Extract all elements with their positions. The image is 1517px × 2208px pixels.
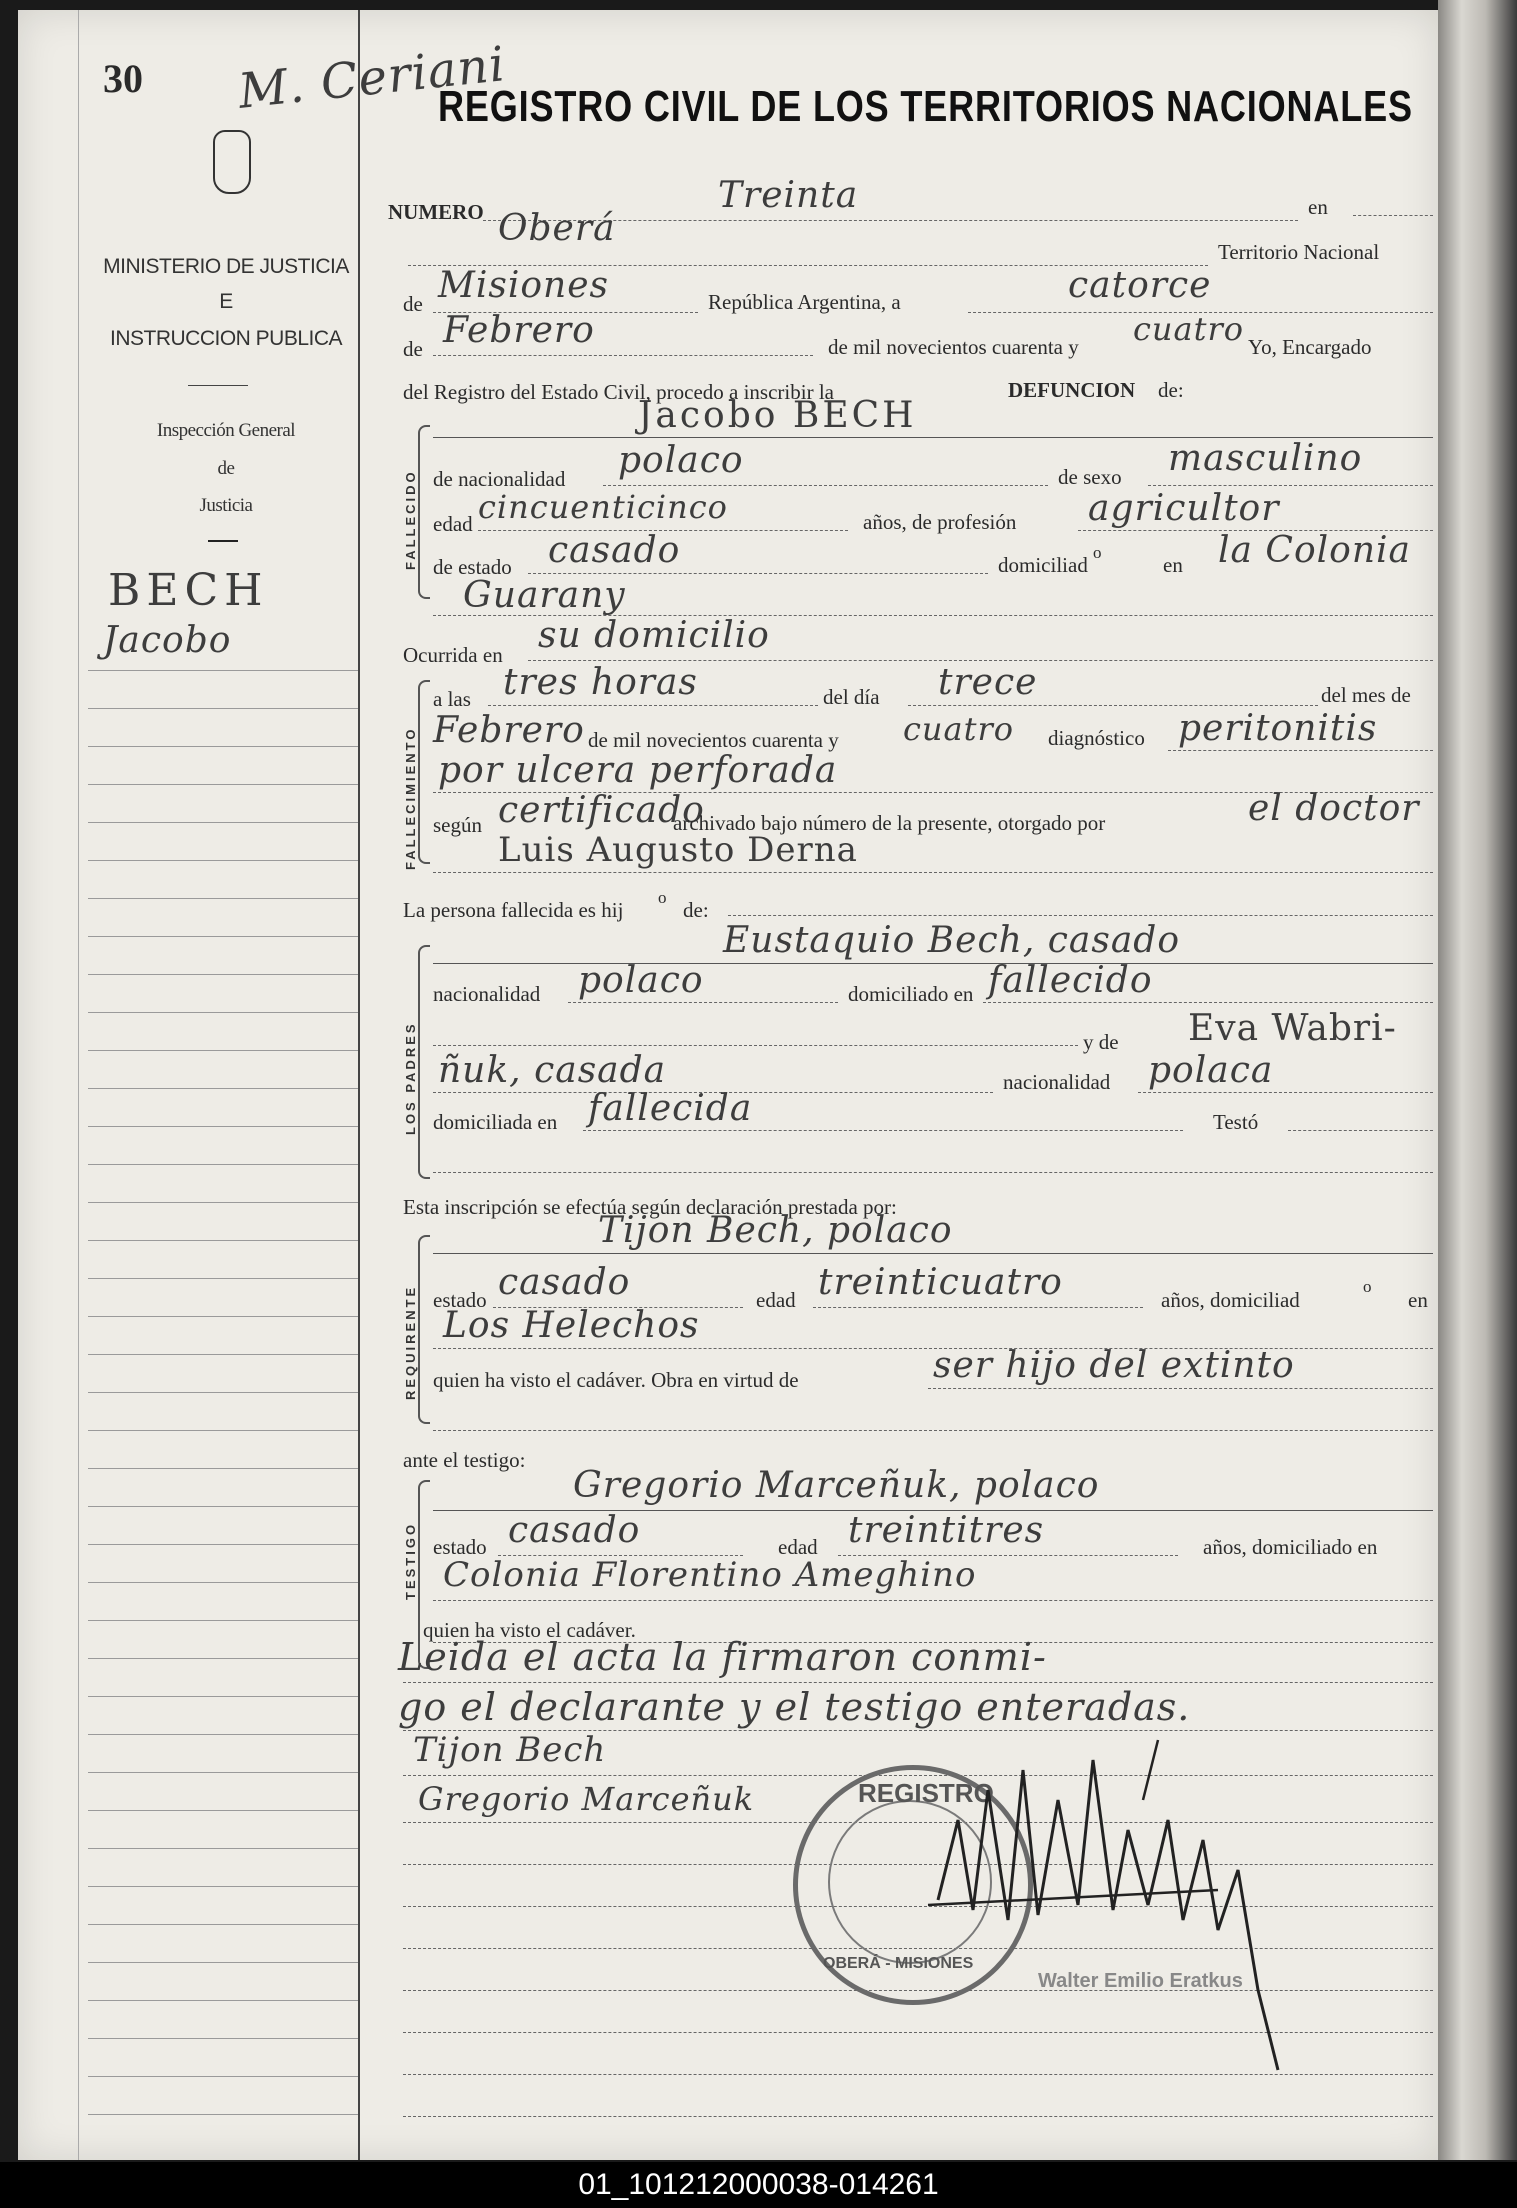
testo-label: Testó [1213, 1110, 1259, 1134]
territorio-label: Territorio Nacional [1218, 240, 1380, 264]
domiciliado-en-label: domiciliado en [848, 982, 974, 1006]
padres-side-label: LOS PADRES [403, 1021, 418, 1135]
margin-rule [88, 936, 358, 937]
margin-rule [88, 746, 358, 747]
en-label-2: en [1163, 553, 1183, 577]
padre-dom-value: fallecido [988, 960, 1153, 1001]
margin-rule [88, 1202, 358, 1203]
domiciliado-suffix: o [1093, 543, 1102, 562]
margin-rule [88, 1164, 358, 1165]
register-page [18, 10, 1438, 2160]
sexo-label: de sexo [1058, 465, 1122, 489]
otorgado-value: el doctor [1248, 788, 1420, 829]
madre-nac-line [1138, 1092, 1433, 1093]
decl-dom-value: Los Helechos [443, 1305, 700, 1346]
doctor-value: Luis Augusto Derna [498, 830, 858, 870]
seal-bottom-text: OBERÁ - MISIONES [823, 1955, 974, 1972]
firma-testigo: Gregorio Marceñuk [418, 1780, 755, 1818]
fallecido-side-label: FALLECIDO [403, 469, 418, 570]
dia-muerte-value: trece [938, 662, 1038, 703]
margin-rule [88, 670, 358, 671]
fallecimiento-brace [418, 680, 430, 864]
diagnostico-value: peritonitis [1178, 708, 1378, 749]
de-colon-label: de: [683, 898, 709, 922]
diagnostico-label: diagnóstico [1048, 726, 1145, 750]
decl-estado-value: casado [498, 1262, 631, 1303]
inspection-line-2: de [217, 458, 235, 479]
numero-label: NUMERO [388, 200, 484, 224]
requirente-end-line [433, 1430, 1433, 1431]
madre-dom-line [583, 1130, 1183, 1131]
del-mes-label: del mes de [1321, 683, 1411, 707]
nacionalidad2-label: nacionalidad [433, 982, 541, 1006]
bottom-rule [403, 2116, 1433, 2117]
book-edge [1438, 0, 1517, 2160]
nacionalidad-label: de nacionalidad [433, 467, 566, 491]
margin-rule [88, 2038, 358, 2039]
margin-rule [88, 1240, 358, 1241]
officer-stamp-name: Walter Emilio Eratkus [1038, 1970, 1243, 1992]
test-edad-value: treintitres [848, 1510, 1045, 1551]
margin-rule [88, 1506, 358, 1507]
test-dom-line [433, 1600, 1433, 1601]
domiciliada-en-label: domiciliada en [433, 1110, 558, 1134]
edad-value: cincuenticinco [478, 488, 728, 526]
dia-muerte-line [908, 705, 1318, 706]
anos-domiciliado-label: años, domiciliado en [1203, 1535, 1378, 1559]
nacionalidad3-label: nacionalidad [1003, 1070, 1111, 1094]
del-dia-label: del día [823, 685, 880, 709]
margin-rule [88, 1620, 358, 1621]
padre-value: Eustaquio Bech, casado [723, 920, 1181, 961]
officer-signature [918, 1730, 1338, 2110]
quien-visto-label: quien ha visto el cadáver. Obra en virtud de [433, 1368, 799, 1392]
edad2-label: edad [756, 1288, 796, 1312]
margin-short-rule [188, 385, 248, 386]
dia-value: catorce [1068, 265, 1212, 306]
requirente-side-label: REQUIRENTE [403, 1284, 418, 1400]
margin-rule [88, 708, 358, 709]
padres-brace [418, 945, 430, 1179]
hijo-suffix: o [658, 888, 667, 907]
inspection-line-3: Justicia [199, 495, 253, 516]
en-line [1353, 215, 1433, 216]
obra-value: ser hijo del extinto [933, 1345, 1295, 1386]
padre-nac-line [568, 1002, 838, 1003]
ministry-line-2: E [219, 290, 233, 313]
de-mil-label-2: de mil novecientos cuarenta y [588, 728, 839, 752]
segun-value: certificado [498, 790, 705, 831]
declarante-value: Tijon Bech, polaco [598, 1210, 953, 1251]
margin-rule [88, 1392, 358, 1393]
estado3-label: estado [433, 1535, 487, 1559]
yo-encargado-label: Yo, Encargado [1248, 335, 1372, 359]
mes-muerte-value: Febrero [433, 710, 585, 751]
sexo-line [1148, 485, 1433, 486]
quien-visto2-label: quien ha visto el cadáver. [423, 1618, 636, 1642]
requirente-brace [418, 1235, 430, 1424]
margin-rule [88, 2000, 358, 2001]
en2-label: en [1408, 1288, 1428, 1312]
margin-rule [88, 1126, 358, 1127]
cierre-line-1: Leida el acta la firmaron conmi- [398, 1635, 1047, 1679]
testigo-side-label: TESTIGO [403, 1521, 418, 1600]
anio-value: cuatro [1133, 310, 1245, 348]
decl-dom-suffix: o [1363, 1277, 1372, 1296]
madre-value: Eva Wabri- [1188, 1008, 1397, 1049]
padres-line [728, 915, 1433, 916]
testigo-value: Gregorio Marceñuk, polaco [573, 1465, 1100, 1506]
place-value: Oberá [498, 208, 616, 249]
cierre-line-2: go el declarante y el testigo enteradas. [398, 1685, 1191, 1729]
margin-rule [88, 1962, 358, 1963]
anos-profesion-label: años, de profesión [863, 510, 1017, 534]
margin-rule [88, 1050, 358, 1051]
obra-line [928, 1388, 1433, 1389]
nacionalidad-value: polaco [618, 440, 744, 481]
page-number: 30 [103, 56, 143, 101]
margin-rule [88, 1430, 358, 1431]
persona-fallecida-label: La persona fallecida es hij [403, 898, 624, 922]
margin-rule [88, 1924, 358, 1925]
doctor-line [433, 872, 1433, 873]
nombre-value: Jacobo BECH [638, 395, 917, 436]
cierre-rule-1 [403, 1682, 1433, 1683]
margin-rule [88, 1658, 358, 1659]
coat-of-arms-icon [213, 130, 251, 194]
margin-rule [88, 1012, 358, 1013]
profesion-value: agricultor [1088, 488, 1280, 529]
domiciliad-label: domiciliad [998, 553, 1088, 577]
de-label-2: de [403, 337, 423, 361]
firma-declarante: Tijon Bech [413, 1730, 607, 1770]
mes-value: Febrero [443, 310, 595, 351]
diagnostico-line [1168, 750, 1433, 751]
margin-rule [88, 898, 358, 899]
numero-value: Treinta [718, 175, 859, 216]
de-label: de [403, 292, 423, 316]
edad3-label: edad [778, 1535, 818, 1559]
a-las-label: a las [433, 687, 471, 711]
republica-label: República Argentina, a [708, 290, 901, 314]
defuncion-label: DEFUNCION [1008, 378, 1136, 402]
domicilio-value: la Colonia [1218, 530, 1411, 571]
margin-surname: BECH [108, 565, 269, 616]
en-label: en [1308, 195, 1328, 219]
y-de-label: y de [1083, 1030, 1119, 1054]
margin-rule [88, 1810, 358, 1811]
diagnostico2-value: por ulcera perforada [438, 750, 838, 791]
ocurrida-value: su domicilio [538, 615, 770, 656]
declarante-line [433, 1253, 1433, 1254]
archivado-label: archivado bajo número de la presente, otorgado por [673, 811, 1106, 835]
margin-rule [88, 974, 358, 975]
sexo-value: masculino [1168, 438, 1363, 479]
seal-top-text: REGISTRO [858, 1778, 994, 1808]
margin-rule [88, 1278, 358, 1279]
defuncion-de-label: de: [1158, 378, 1184, 402]
margin-rule [88, 784, 358, 785]
page-title: REGISTRO CIVIL DE LOS TERRITORIOS NACIONALES [438, 82, 1413, 131]
margin-rule [88, 1848, 358, 1849]
margin-rule [88, 1696, 358, 1697]
margin-rule [88, 822, 358, 823]
testo-line [1288, 1130, 1433, 1131]
padre-extra-line [433, 1045, 1078, 1046]
fallecido-brace [418, 425, 430, 599]
margin-rule [88, 1354, 358, 1355]
margin-short-rule-2 [208, 540, 238, 542]
margin-rule [88, 1772, 358, 1773]
inspection-line-1: Inspección General [156, 420, 296, 441]
margin-rule [88, 1316, 358, 1317]
margin-rule [88, 2114, 358, 2115]
territorio-value: Misiones [438, 265, 610, 306]
padre-nac-value: polaco [578, 960, 704, 1001]
fallecimiento-side-label: FALLECIMIENTO [403, 726, 418, 870]
estado2-label: estado [433, 1288, 487, 1312]
estado-line [528, 573, 988, 574]
inscripcion-label: Esta inscripción se efectúa según declaración prestada por: [403, 1195, 897, 1219]
madre-dom-value: fallecida [588, 1088, 753, 1129]
margin-rule [88, 1088, 358, 1089]
ministry-line-3: INSTRUCCION PUBLICA [109, 327, 343, 350]
padre-dom-line [983, 1002, 1433, 1003]
hora-line [488, 705, 818, 706]
estado-value: casado [548, 530, 681, 571]
test-dom-value: Colonia Florentino Ameghino [443, 1555, 977, 1595]
image-id-footer: 01_101212000038-014261 [0, 2162, 1517, 2208]
decl-edad-line [813, 1307, 1143, 1308]
segun-label: según [433, 813, 482, 837]
margin-rule [88, 1544, 358, 1545]
margin-rule [88, 2076, 358, 2077]
margin-rule [88, 1734, 358, 1735]
margin-rule [88, 1886, 358, 1887]
margin-divider [358, 10, 360, 2160]
nacionalidad-line [603, 485, 1048, 486]
de-mil-label: de mil novecientos cuarenta y [828, 335, 1079, 359]
estado-label: de estado [433, 555, 512, 579]
hora-value: tres horas [503, 662, 698, 703]
test-estado-value: casado [508, 1510, 641, 1551]
anio-muerte-value: cuatro [903, 710, 1015, 748]
margin-rule [88, 1582, 358, 1583]
padres-end-line [433, 1172, 1433, 1173]
madre-nac-value: polaca [1148, 1050, 1274, 1091]
ante-testigo-label: ante el testigo: [403, 1448, 526, 1472]
binding-line [78, 10, 79, 2160]
madre2-value: ñuk, casada [438, 1050, 667, 1091]
decl-edad-value: treinticuatro [818, 1262, 1063, 1303]
margin-rule [88, 1468, 358, 1469]
del-registro-label: del Registro del Estado Civil, procedo a inscribir la [403, 380, 834, 404]
ocurrida-line [528, 660, 1433, 661]
anos-domiciliad-label: años, domiciliad [1161, 1288, 1300, 1312]
top-signature: M. Ceriani [235, 36, 509, 120]
mes-line [433, 355, 813, 356]
ministry-line-1: MINISTERIO DE JUSTICIA [103, 255, 349, 278]
domicilio2-value: Guarany [463, 575, 626, 616]
ocurrida-label: Ocurrida en [403, 643, 503, 667]
margin-given-name: Jacobo [103, 620, 232, 661]
margin-rule [88, 860, 358, 861]
edad-label: edad [433, 512, 473, 536]
